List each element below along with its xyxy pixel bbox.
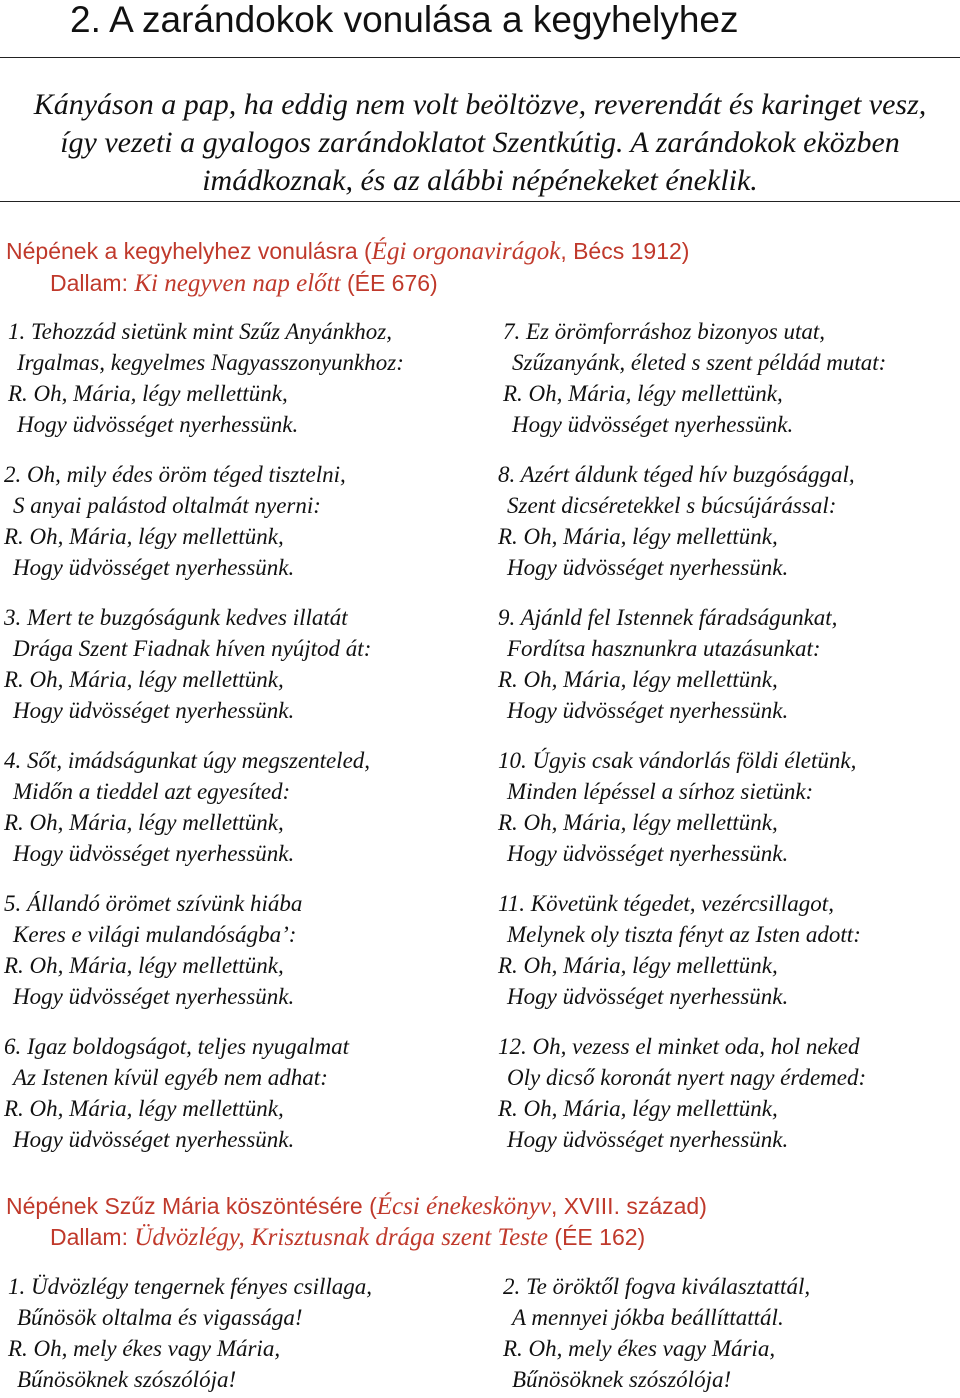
song2-heading-label: Népének Szűz Mária köszöntésére ( bbox=[6, 1193, 377, 1219]
refrain-line: R. Oh, Mária, légy mellettünk, bbox=[4, 524, 284, 549]
verse-line: A mennyei jókba beállíttattál. bbox=[512, 1305, 784, 1330]
song1-heading bbox=[6, 236, 689, 267]
refrain-line: Hogy üdvösséget nyerhessünk. bbox=[507, 841, 789, 866]
verse-line: Irgalmas, kegyelmes Nagyasszonyunkhoz: bbox=[17, 350, 404, 375]
intro-divider bbox=[0, 201, 960, 202]
verse-line: Minden lépéssel a sírhoz sietünk: bbox=[507, 779, 814, 804]
refrain-line: R. Oh, Mária, légy mellettünk, bbox=[4, 810, 284, 835]
song1-heading-source: Égi orgonavirágok bbox=[371, 238, 561, 265]
refrain-line: R. Oh, Mária, légy mellettünk, bbox=[498, 667, 778, 692]
song1-melody-label: Dallam: bbox=[50, 270, 135, 296]
refrain-line: Hogy üdvösséget nyerhessünk. bbox=[13, 841, 295, 866]
song1-verse-1 bbox=[8, 316, 404, 440]
verse-line: 6. Igaz boldogságot, teljes nyugalmat bbox=[4, 1034, 349, 1059]
refrain-line: Bűnösöknek szószólója! bbox=[17, 1367, 237, 1392]
refrain-line: Bűnösöknek szószólója! bbox=[512, 1367, 732, 1392]
verse-line: Drága Szent Fiadnak híven nyújtod át: bbox=[13, 636, 372, 661]
refrain-line: Hogy üdvösséget nyerhessünk. bbox=[13, 984, 295, 1009]
intro-line: így vezeti a gyalogos zarándoklatot Szentkútig. A zarándokok eközben bbox=[60, 126, 900, 159]
song2-heading-source-rest: , XVIII. század) bbox=[550, 1193, 707, 1219]
song1-verse-9 bbox=[498, 602, 837, 726]
refrain-line: Hogy üdvösséget nyerhessünk. bbox=[13, 555, 295, 580]
song1-melody-tune: Ki negyven nap előtt bbox=[134, 270, 341, 297]
verse-line: Szűzanyánk, életed s szent példád mutat: bbox=[512, 350, 887, 375]
verse-line: Fordítsa hasznunkra utazásunkat: bbox=[507, 636, 821, 661]
song1-verse-11 bbox=[498, 888, 861, 1012]
intro-line: Kányáson a pap, ha eddig nem volt beöltözve, reverendát és karinget vesz, bbox=[33, 88, 927, 121]
verse-line: 5. Állandó örömet szívünk hiába bbox=[4, 891, 303, 916]
refrain-line: Hogy üdvösséget nyerhessünk. bbox=[507, 1127, 789, 1152]
verse-line: Midőn a tieddel azt egyesíted: bbox=[13, 779, 291, 804]
song1-verse-5 bbox=[4, 888, 302, 1012]
verse-line: 11. Követünk tégedet, vezércsillagot, bbox=[498, 891, 834, 916]
song1-verse-6 bbox=[4, 1031, 349, 1155]
intro-rubric bbox=[0, 86, 960, 200]
song2-melody-label: Dallam: bbox=[50, 1224, 135, 1250]
verse-line: Keres e világi mulandóságba’: bbox=[13, 922, 297, 947]
refrain-line: Hogy üdvösséget nyerhessünk. bbox=[13, 1127, 295, 1152]
song1-verse-7 bbox=[503, 316, 886, 440]
refrain-line: R. Oh, Mária, légy mellettünk, bbox=[8, 381, 288, 406]
song1-heading-source-rest: , Bécs 1912) bbox=[560, 238, 690, 264]
song2-melody bbox=[50, 1222, 645, 1253]
song1-verse-10 bbox=[498, 745, 856, 869]
refrain-line: R. Oh, Mária, légy mellettünk, bbox=[498, 1096, 778, 1121]
verse-line: 10. Úgyis csak vándorlás földi életünk, bbox=[498, 748, 857, 773]
verse-line: 9. Ajánld fel Istennek fáradságunkat, bbox=[498, 605, 838, 630]
song1-melody-ref: (ÉE 676) bbox=[340, 270, 438, 296]
song2-melody-ref: (ÉE 162) bbox=[548, 1224, 646, 1250]
refrain-line: Hogy üdvösséget nyerhessünk. bbox=[17, 412, 299, 437]
song1-verse-12 bbox=[498, 1031, 866, 1155]
verse-line: S anyai palástod oltalmát nyerni: bbox=[13, 493, 321, 518]
refrain-line: R. Oh, Mária, légy mellettünk, bbox=[498, 953, 778, 978]
refrain-line: Hogy üdvösséget nyerhessünk. bbox=[507, 555, 789, 580]
verse-line: 1. Tehozzád sietünk mint Szűz Anyánkhoz, bbox=[8, 319, 392, 344]
verse-line: Szent dicséretekkel s búcsújárással: bbox=[507, 493, 837, 518]
verse-line: Az Istenen kívül egyéb nem adhat: bbox=[13, 1065, 328, 1090]
title-divider bbox=[0, 57, 960, 58]
refrain-line: R. Oh, Mária, légy mellettünk, bbox=[4, 1096, 284, 1121]
refrain-line: R. Oh, Mária, légy mellettünk, bbox=[4, 953, 284, 978]
intro-line: imádkoznak, és az alábbi népénekeket éneklik. bbox=[202, 164, 758, 197]
song1-melody bbox=[50, 268, 438, 299]
refrain-line: R. Oh, Mária, légy mellettünk, bbox=[4, 667, 284, 692]
song1-verse-2 bbox=[4, 459, 346, 583]
verse-line: Bűnösök oltalma és vigassága! bbox=[17, 1305, 303, 1330]
verse-line: Melynek oly tiszta fényt az Isten adott: bbox=[507, 922, 861, 947]
refrain-line: Hogy üdvösséget nyerhessünk. bbox=[13, 698, 295, 723]
verse-line: 1. Üdvözlégy tengernek fényes csillaga, bbox=[8, 1274, 373, 1299]
song2-verse-1 bbox=[8, 1271, 372, 1395]
song1-heading-label: Népének a kegyhelyhez vonulásra ( bbox=[6, 238, 372, 264]
verse-line: 4. Sőt, imádságunkat úgy megszenteled, bbox=[4, 748, 371, 773]
song2-heading-source: Écsi énekeskönyv bbox=[376, 1193, 551, 1220]
refrain-line: R. Oh, Mária, légy mellettünk, bbox=[503, 381, 783, 406]
verse-line: 2. Te öröktől fogva kiválasztattál, bbox=[503, 1274, 811, 1299]
verse-line: 2. Oh, mily édes öröm téged tisztelni, bbox=[4, 462, 346, 487]
refrain-line: R. Oh, Mária, légy mellettünk, bbox=[498, 810, 778, 835]
song2-verse-2 bbox=[503, 1271, 810, 1395]
verse-line: 12. Oh, vezess el minket oda, hol neked bbox=[498, 1034, 860, 1059]
song2-heading bbox=[6, 1191, 707, 1222]
song1-verse-4 bbox=[4, 745, 370, 869]
refrain-line: Hogy üdvösséget nyerhessünk. bbox=[507, 698, 789, 723]
refrain-line: Hogy üdvösséget nyerhessünk. bbox=[507, 984, 789, 1009]
song1-verse-3 bbox=[4, 602, 371, 726]
page-title: 2. A zarándokok vonulása a kegyhelyhez bbox=[70, 0, 739, 40]
song2-melody-tune: Üdvözlégy, Krisztusnak drága szent Teste bbox=[134, 1224, 549, 1251]
verse-line: 7. Ez örömforráshoz bizonyos utat, bbox=[503, 319, 826, 344]
song1-verse-8 bbox=[498, 459, 855, 583]
verse-line: Oly dicső koronát nyert nagy érdemed: bbox=[507, 1065, 867, 1090]
refrain-line: R. Oh, mely ékes vagy Mária, bbox=[503, 1336, 776, 1361]
refrain-line: Hogy üdvösséget nyerhessünk. bbox=[512, 412, 794, 437]
refrain-line: R. Oh, mely ékes vagy Mária, bbox=[8, 1336, 281, 1361]
verse-line: 8. Azért áldunk téged hív buzgósággal, bbox=[498, 462, 855, 487]
refrain-line: R. Oh, Mária, légy mellettünk, bbox=[498, 524, 778, 549]
verse-line: 3. Mert te buzgóságunk kedves illatát bbox=[4, 605, 348, 630]
